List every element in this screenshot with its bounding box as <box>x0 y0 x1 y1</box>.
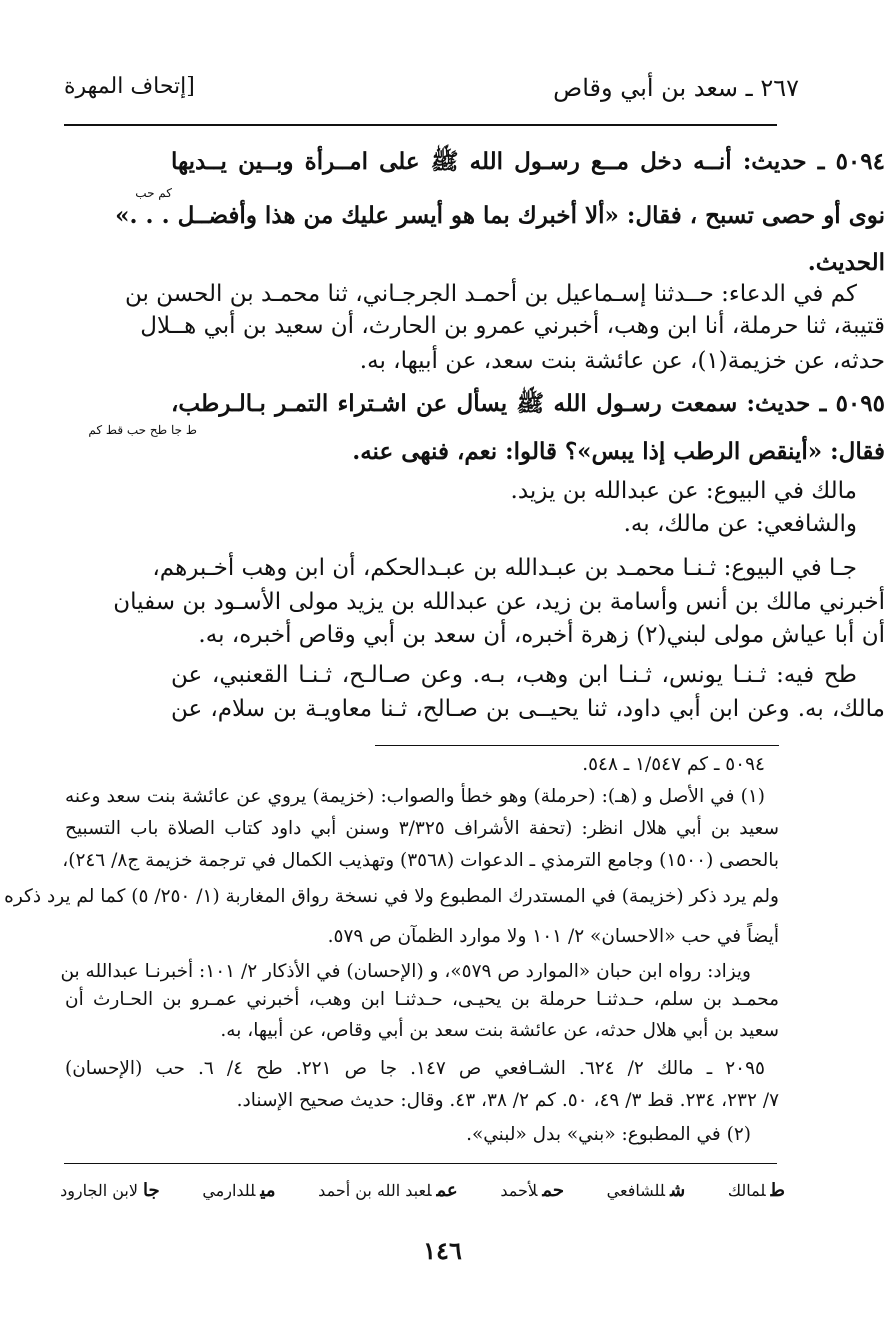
footnote-ref-5095-line-2: ٧/ ٢٣٢، ٢٣٤. قط ٣/ ٤٩، ٥٠. كم ٢/ ٣٨، ٤٣. وقال: حديث صحيح الإسناد. <box>236 1090 779 1111</box>
source-malik: مالك في البيوع: عن عبدالله بن يزيد. <box>510 478 857 504</box>
hadith-5094-line-1: ٥٠٩٤ ـ حديث: أنــه دخل مــع رسـول الله ﷺ على امــرأة وبــين يــديها <box>171 148 885 175</box>
isnad-5095-line-1: جـا في البيوع: ثـنـا محمـد بن عبـدالله بن عبـدالحكم، أن ابن وهب أخـبرهم، <box>152 555 857 581</box>
isnad-5095-line-3: أن أبا عياش مولى لبني(٢) زهرة أخبره، أن سعد بن أبي وقاص أخبره، به. <box>198 622 885 648</box>
footnote-1-line-3: بالحصى (١٥٠٠) وجامع الترمذي ـ الدعوات (٣٥٦٨) وتهذيب الكمال في ترجمة خزيمة ج٨/ ٢٤٦)، <box>62 850 779 871</box>
header-rule <box>64 124 777 126</box>
page-number: ١٤٦ <box>423 1236 462 1265</box>
isnad-5095-line-5: مالك، به. وعن ابن أبي داود، ثنا يحيــى بن صـالح، ثـنا معاويـة بن سلام، عن <box>171 696 885 722</box>
footnote-ref-5094: ٥٠٩٤ ـ كم ١/٥٤٧ ـ ٥٤٨. <box>582 754 765 775</box>
footnote-1-line-1: (١) في الأصل و (هـ): (حرملة) وهو خطأ والصواب: (خزيمة) يروي عن عائشة بنت سعد وعنه <box>65 786 765 807</box>
footnote-rule <box>375 745 779 746</box>
abbr-item: طلمالك <box>727 1180 785 1201</box>
footnote-2: (٢) في المطبوع: «بني» بدل «لبني». <box>466 1124 751 1145</box>
isnad-5094-line-1: كم في الدعاء: حــدثنا إسـماعيل بن أحمـد الجرجـاني، ثنا محمـد بن الحسن بن <box>124 281 857 307</box>
footnote-1-line-4: ولم يرد ذكر (خزيمة) في المستدرك المطبوع ولا في نسخة رواق المغاربة (١/ ٢٥٠/ ٥) كما لم يرد ذكره <box>4 886 779 907</box>
isnad-5095-line-4: طح فيه: ثـنـا يونس، ثـنـا ابن وهب، بـه. وعن صـالـح، ثـنـا القعنبي، عن <box>171 662 857 688</box>
abbr-item: حملأحمد <box>500 1180 564 1201</box>
source-shafii: والشافعي: عن مالك، به. <box>623 511 857 537</box>
isnad-5094-line-3: حدثه، عن خزيمة(١)، عن عائشة بنت سعد، عن أبيها، به. <box>359 348 885 374</box>
footnote-1-line-7: محمـد بن سلم، حـدثنـا حرملة بن يحيـى، حـدثنـا ابن وهب، أخبرني عمـرو بن الحـارث أن <box>65 989 779 1010</box>
isnad-5095-line-2: أخبرني مالك بن أنس وأسامة بن زيد، عن عبدالله بن يزيد مولى الأسـود بن سفيان <box>113 589 885 615</box>
footnote-1-line-8: سعيد بن أبي هلال حدثه، عن عائشة بنت سعد بن أبي وقاص، عن أبيها، به. <box>220 1020 779 1041</box>
footnote-ref-5095-line-1: ٢٠٩٥ ـ مالك ٢/ ٦٢٤. الشـافعي ص ١٤٧. جا ص ٢٢١. طح ٤/ ٦. حب (الإحسان) <box>65 1058 765 1079</box>
abbr-item: ميللدارمي <box>202 1180 276 1201</box>
hadith-5095-line-2: فقال: «أينقص الرطب إذا يبس»؟ قالوا: نعم، فنهى عنه. <box>352 438 885 465</box>
running-header-chapter: ٢٦٧ ـ سعد بن أبي وقاص <box>553 74 799 102</box>
abbreviations-key <box>60 1180 785 1201</box>
hadith-5094-line-3: الحديث. <box>807 249 885 276</box>
footnote-1-line-6: ويزاد: رواه ابن حبان «الموارد ص ٥٧٩»، و (الإحسان) في الأذكار ٢/ ١٠١: أخبرنـا عبدالله بن <box>60 961 751 982</box>
sigla-5094: كم حب <box>135 186 172 200</box>
footnote-1-line-5: أيضاً في حب «الاحسان» ٢/ ١٠١ ولا موارد الظمآن ص ٥٧٩. <box>327 926 779 947</box>
hadith-5095-line-1: ٥٠٩٥ ـ حديث: سمعت رسـول الله ﷺ يسأل عن اشـتراء التمـر بـالـرطب، <box>171 390 885 417</box>
footnote-1-line-2: سعيد بن أبي هلال انظر: (تحفة الأشراف ٣/٣٢٥ وسنن أبي داود كتاب الصلاة باب التسبيح <box>65 818 779 839</box>
isnad-5094-line-2: قتيبة، ثنا حرملة، أنا ابن وهب، أخبرني عمرو بن الحارث، أن سعيد بن أبي هــلال <box>140 313 885 339</box>
abbr-item: شللشافعي <box>606 1180 686 1201</box>
abbr-item: عملعبد الله بن أحمد <box>318 1180 458 1201</box>
sigla-5095: ط جا طح حب قط كم <box>88 423 197 437</box>
running-header-book-title: [إتحاف المهرة <box>64 74 195 99</box>
hadith-5094-line-2: نوى أو حصى تسبح ، فقال: «ألا أخبرك بما هو أيسر عليك من هذا وأفضــل . . .» <box>115 202 885 229</box>
abbr-item: جالابن الجارود <box>60 1180 160 1201</box>
abbreviations-rule <box>64 1163 777 1164</box>
